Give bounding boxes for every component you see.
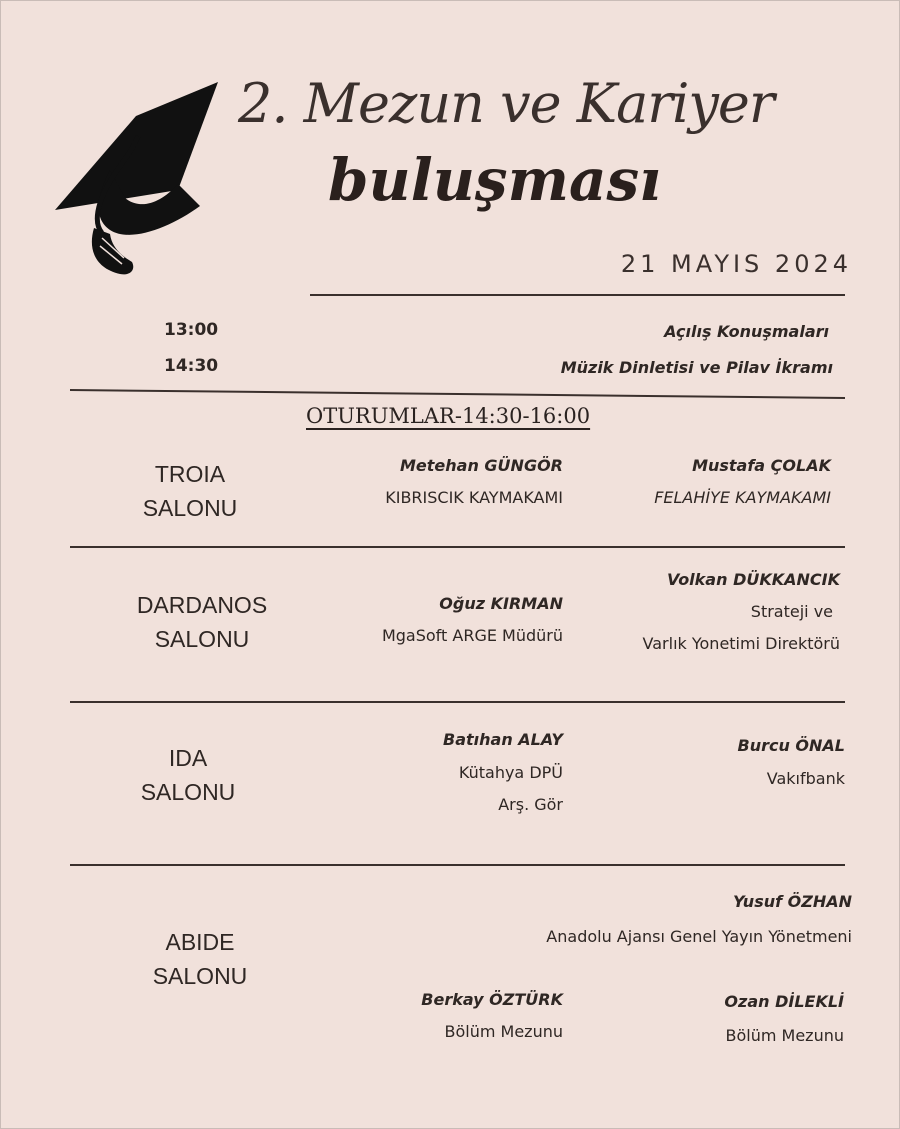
speaker-title: KIBRISCIK KAYMAKAMI (385, 488, 563, 507)
speaker-name: Metehan GÜNGÖR (400, 456, 563, 475)
speaker-title: Strateji ve (750, 602, 833, 621)
hall-name-line1: TROIA (154, 461, 226, 487)
event-date: 21 MAYIS 2024 (620, 250, 852, 278)
divider (70, 701, 845, 703)
speaker-title: MgaSoft ARGE Müdürü (381, 626, 563, 645)
speaker-title: Bölüm Mezunu (725, 1026, 844, 1045)
hall-name-line1: ABIDE (165, 929, 235, 955)
divider (70, 546, 845, 548)
program-label: Müzik Dinletisi ve Pilav İkramı (560, 358, 833, 377)
speaker-title: Kütahya DPÜ (458, 763, 563, 782)
hall-name-line1: IDA (168, 745, 208, 771)
hall-name (72, 588, 332, 656)
hall-name-line2: SALONU (142, 495, 238, 521)
hall-name-line2: SALONU (140, 779, 236, 805)
speaker-title: Vakıfbank (766, 769, 845, 788)
speaker-title: FELAHİYE KAYMAKAMI (654, 488, 831, 507)
speaker-title: Arş. Gör (498, 795, 563, 814)
hall-name-line2: SALONU (154, 626, 250, 652)
speaker-name: Volkan DÜKKANCIK (666, 570, 840, 589)
divider (70, 864, 845, 866)
program-time: 14:30 (164, 356, 219, 376)
divider (310, 294, 845, 296)
speaker-name: Mustafa ÇOLAK (692, 456, 831, 475)
graduation-cap-icon (50, 78, 230, 278)
speaker-name: Ozan DİLEKLİ (724, 992, 844, 1011)
hall-name (58, 741, 318, 809)
divider (70, 384, 850, 400)
speaker-name: Burcu ÖNAL (737, 736, 845, 755)
sessions-heading: OTURUMLAR-14:30-16:00 (306, 404, 591, 428)
speaker-title: Bölüm Mezunu (444, 1022, 563, 1041)
speaker-name: Yusuf ÖZHAN (732, 892, 852, 911)
program-label: Açılış Konuşmaları (664, 322, 829, 341)
speaker-title: Anadolu Ajansı Genel Yayın Yönetmeni (546, 927, 852, 946)
speaker-name: Berkay ÖZTÜRK (421, 990, 563, 1009)
event-title-line1: 2. Mezun ve Kariyer (238, 72, 774, 135)
hall-name-line2: SALONU (152, 963, 248, 989)
speaker-name: Oğuz KIRMAN (439, 594, 563, 613)
speaker-name: Batıhan ALAY (443, 730, 563, 749)
hall-name-line1: DARDANOS (136, 592, 268, 618)
hall-name (70, 925, 330, 993)
event-title-line2: buluşması (328, 146, 662, 214)
program-time: 13:00 (164, 320, 219, 340)
speaker-title: Varlık Yonetimi Direktörü (642, 634, 840, 653)
hall-name (60, 457, 320, 525)
